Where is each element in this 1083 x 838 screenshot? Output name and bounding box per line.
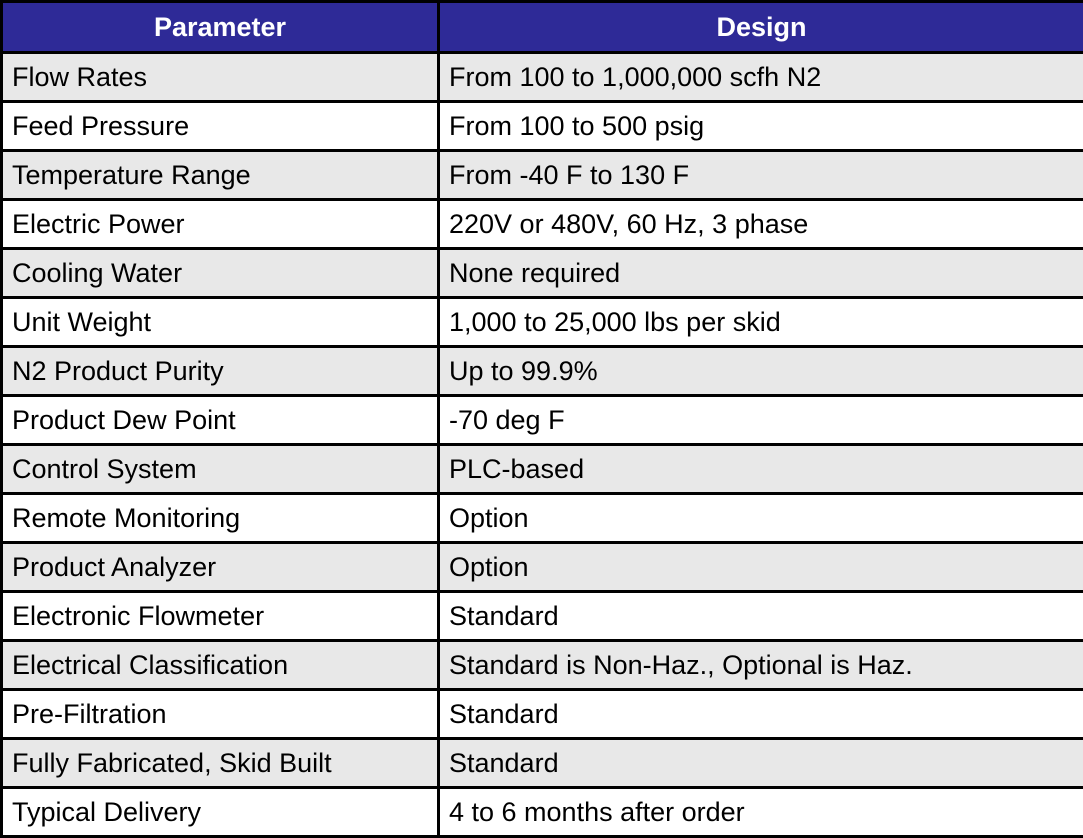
table-row bbox=[2, 494, 1083, 543]
parameter-cell: Electrical Classification bbox=[2, 641, 439, 690]
table-row bbox=[2, 788, 1083, 837]
design-cell: Standard is Non-Haz., Optional is Haz. bbox=[439, 641, 1083, 690]
header-design: Design bbox=[439, 2, 1083, 53]
design-cell: 4 to 6 months after order bbox=[439, 788, 1083, 837]
design-cell: From 100 to 1,000,000 scfh N2 bbox=[439, 53, 1083, 102]
table-row bbox=[2, 690, 1083, 739]
parameter-cell: Flow Rates bbox=[2, 53, 439, 102]
design-cell: PLC-based bbox=[439, 445, 1083, 494]
parameter-cell: Remote Monitoring bbox=[2, 494, 439, 543]
table-row bbox=[2, 53, 1083, 102]
header-parameter: Parameter bbox=[2, 2, 439, 53]
parameter-cell: Pre-Filtration bbox=[2, 690, 439, 739]
table-row bbox=[2, 543, 1083, 592]
table-row bbox=[2, 200, 1083, 249]
parameter-cell: Typical Delivery bbox=[2, 788, 439, 837]
design-cell: None required bbox=[439, 249, 1083, 298]
design-cell: 1,000 to 25,000 lbs per skid bbox=[439, 298, 1083, 347]
table-row bbox=[2, 102, 1083, 151]
parameter-cell: Cooling Water bbox=[2, 249, 439, 298]
table-row bbox=[2, 298, 1083, 347]
parameter-cell: Electric Power bbox=[2, 200, 439, 249]
parameter-cell: Product Dew Point bbox=[2, 396, 439, 445]
design-cell: Standard bbox=[439, 592, 1083, 641]
parameter-cell: Feed Pressure bbox=[2, 102, 439, 151]
parameter-cell: N2 Product Purity bbox=[2, 347, 439, 396]
design-cell: Standard bbox=[439, 739, 1083, 788]
design-cell: Up to 99.9% bbox=[439, 347, 1083, 396]
parameter-cell: Unit Weight bbox=[2, 298, 439, 347]
table-header bbox=[2, 2, 1083, 53]
table-row bbox=[2, 641, 1083, 690]
design-cell: From 100 to 500 psig bbox=[439, 102, 1083, 151]
design-cell: 220V or 480V, 60 Hz, 3 phase bbox=[439, 200, 1083, 249]
design-cell: Option bbox=[439, 543, 1083, 592]
parameter-cell: Electronic Flowmeter bbox=[2, 592, 439, 641]
table-row bbox=[2, 249, 1083, 298]
table-body bbox=[2, 53, 1083, 837]
table-row bbox=[2, 151, 1083, 200]
header-row bbox=[2, 2, 1083, 53]
table-row bbox=[2, 739, 1083, 788]
parameter-cell: Temperature Range bbox=[2, 151, 439, 200]
design-cell: Standard bbox=[439, 690, 1083, 739]
table-row bbox=[2, 592, 1083, 641]
parameter-cell: Control System bbox=[2, 445, 439, 494]
design-cell: -70 deg F bbox=[439, 396, 1083, 445]
table-row bbox=[2, 445, 1083, 494]
table-row bbox=[2, 347, 1083, 396]
design-cell: Option bbox=[439, 494, 1083, 543]
parameter-cell: Product Analyzer bbox=[2, 543, 439, 592]
design-cell: From -40 F to 130 F bbox=[439, 151, 1083, 200]
parameter-cell: Fully Fabricated, Skid Built bbox=[2, 739, 439, 788]
table-row bbox=[2, 396, 1083, 445]
